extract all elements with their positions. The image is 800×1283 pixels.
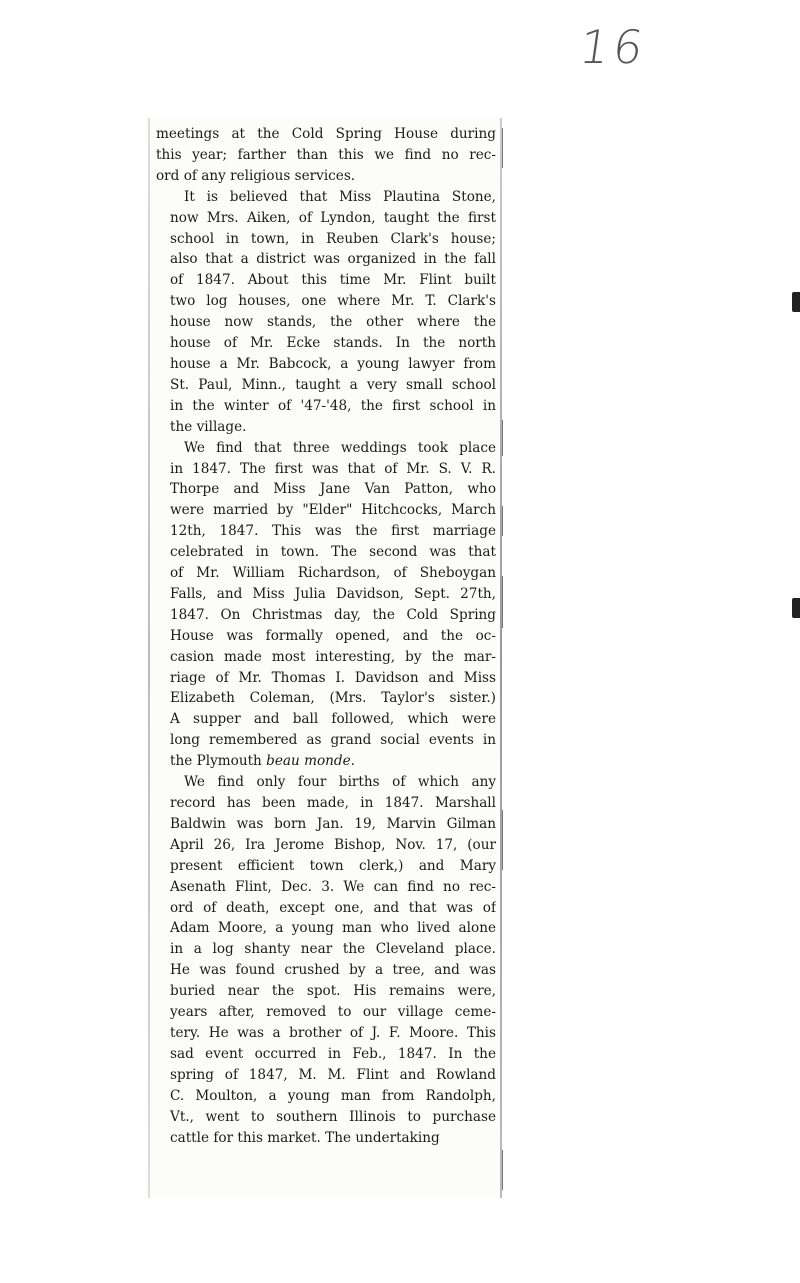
text-line: He was found crushed by a tree, and was	[170, 962, 496, 979]
text-line: buried near the spot. His remains were,	[170, 983, 496, 1000]
text-line: C. Moulton, a young man from Randolph,	[170, 1087, 496, 1104]
column-rule-tick	[502, 506, 503, 536]
article-paragraph	[156, 438, 496, 773]
column-rule-tick	[502, 810, 503, 870]
text-line: the village.	[170, 418, 247, 435]
text-line: Asenath Flint, Dec. 3. We can find no rec-	[170, 878, 496, 895]
text-line: this year; farther than this we find no rec-	[156, 146, 496, 163]
article-paragraph	[156, 772, 496, 1148]
text-line: celebrated in town. The second was that	[170, 544, 496, 561]
text-line: school in town, in Reuben Clark's house;	[170, 230, 496, 247]
text-line: in a log shanty near the Cleveland place.	[170, 941, 496, 958]
column-rule-tick	[502, 128, 503, 168]
text-line: ord of any religious services.	[156, 167, 356, 184]
text-line: house now stands, the other where the	[170, 314, 496, 331]
margin-mark	[792, 598, 800, 618]
text-line: record has been made, in 1847. Marshall	[170, 795, 496, 811]
text-line: We find only four births of which any	[184, 774, 496, 791]
text-line: cattle for this market. The undertaking	[170, 1129, 440, 1146]
article-body	[156, 124, 496, 1148]
text-line-prefix: the Plymouth	[170, 753, 267, 770]
text-line: Falls, and Miss Julia Davidson, Sept. 27th,	[170, 585, 496, 602]
text-line: Adam Moore, a young man who lived alone	[170, 920, 496, 937]
text-line: in the winter of '47-'48, the first school in	[170, 397, 496, 414]
text-line: ord of death, except one, and that was of	[170, 899, 496, 916]
text-line: Vt., went to southern Illinois to purchase	[170, 1108, 496, 1125]
text-line: house of Mr. Ecke stands. In the north	[170, 335, 496, 352]
text-line: spring of 1847, M. M. Flint and Rowland	[170, 1066, 496, 1083]
clipping-right-edge	[500, 118, 502, 1198]
text-line: Baldwin was born Jan. 19, Marvin Gilman	[170, 815, 496, 832]
clipping-left-edge	[148, 118, 150, 1198]
text-line: A supper and ball followed, which were	[170, 711, 496, 728]
italic-phrase: beau monde	[266, 753, 351, 770]
text-line: April 26, Ira Jerome Bishop, Nov. 17, (our	[170, 836, 496, 853]
text-line: casion made most interesting, by the mar-	[170, 648, 496, 665]
column-rule-tick	[502, 420, 503, 456]
text-line: of Mr. William Richardson, of Sheboygan	[170, 565, 496, 582]
article-paragraph	[156, 124, 496, 187]
text-line: also that a district was organized in the fall	[170, 251, 496, 268]
text-line: St. Paul, Minn., taught a very small school	[170, 376, 496, 393]
text-line: Elizabeth Coleman, (Mrs. Taylor's sister.)	[170, 690, 496, 707]
text-line: years after, removed to our village ceme-	[170, 1004, 496, 1021]
text-line: riage of Mr. Thomas I. Davidson and Miss	[170, 669, 496, 686]
column-rule-tick	[502, 576, 503, 628]
text-line: 12th, 1847. This was the first marriage	[170, 523, 496, 540]
text-line: in 1847. The first was that of Mr. S. V. R.	[170, 460, 496, 477]
text-line: now Mrs. Aiken, of Lyndon, taught the first	[170, 209, 496, 226]
text-line: house a Mr. Babcock, a young lawyer from	[170, 355, 496, 372]
article-paragraph	[156, 187, 496, 438]
text-line: long remembered as grand social events in	[170, 732, 496, 749]
column-rule-tick	[502, 1150, 503, 1190]
text-line: Thorpe and Miss Jane Van Patton, who	[170, 481, 496, 498]
text-line: We find that three weddings took place	[184, 439, 496, 456]
text-line: were married by "Elder" Hitchcocks, March	[170, 502, 496, 519]
text-line: meetings at the Cold Spring House during	[156, 126, 496, 142]
text-line: sad event occurred in Feb., 1847. In the	[170, 1045, 496, 1062]
text-line: House was formally opened, and the oc-	[170, 627, 496, 644]
text-line: 1847. On Christmas day, the Cold Spring	[170, 606, 496, 623]
text-line-suffix: .	[350, 753, 355, 770]
text-line: It is believed that Miss Plautina Stone,	[184, 188, 496, 205]
text-line: of 1847. About this time Mr. Flint built	[170, 272, 496, 289]
text-line: two log houses, one where Mr. T. Clark's	[170, 293, 496, 310]
page-number: 16	[576, 20, 651, 74]
text-line: present efficient town clerk,) and Mary	[170, 857, 496, 874]
text-line	[156, 751, 496, 772]
margin-mark	[792, 292, 800, 312]
text-line: tery. He was a brother of J. F. Moore. This	[170, 1024, 496, 1041]
